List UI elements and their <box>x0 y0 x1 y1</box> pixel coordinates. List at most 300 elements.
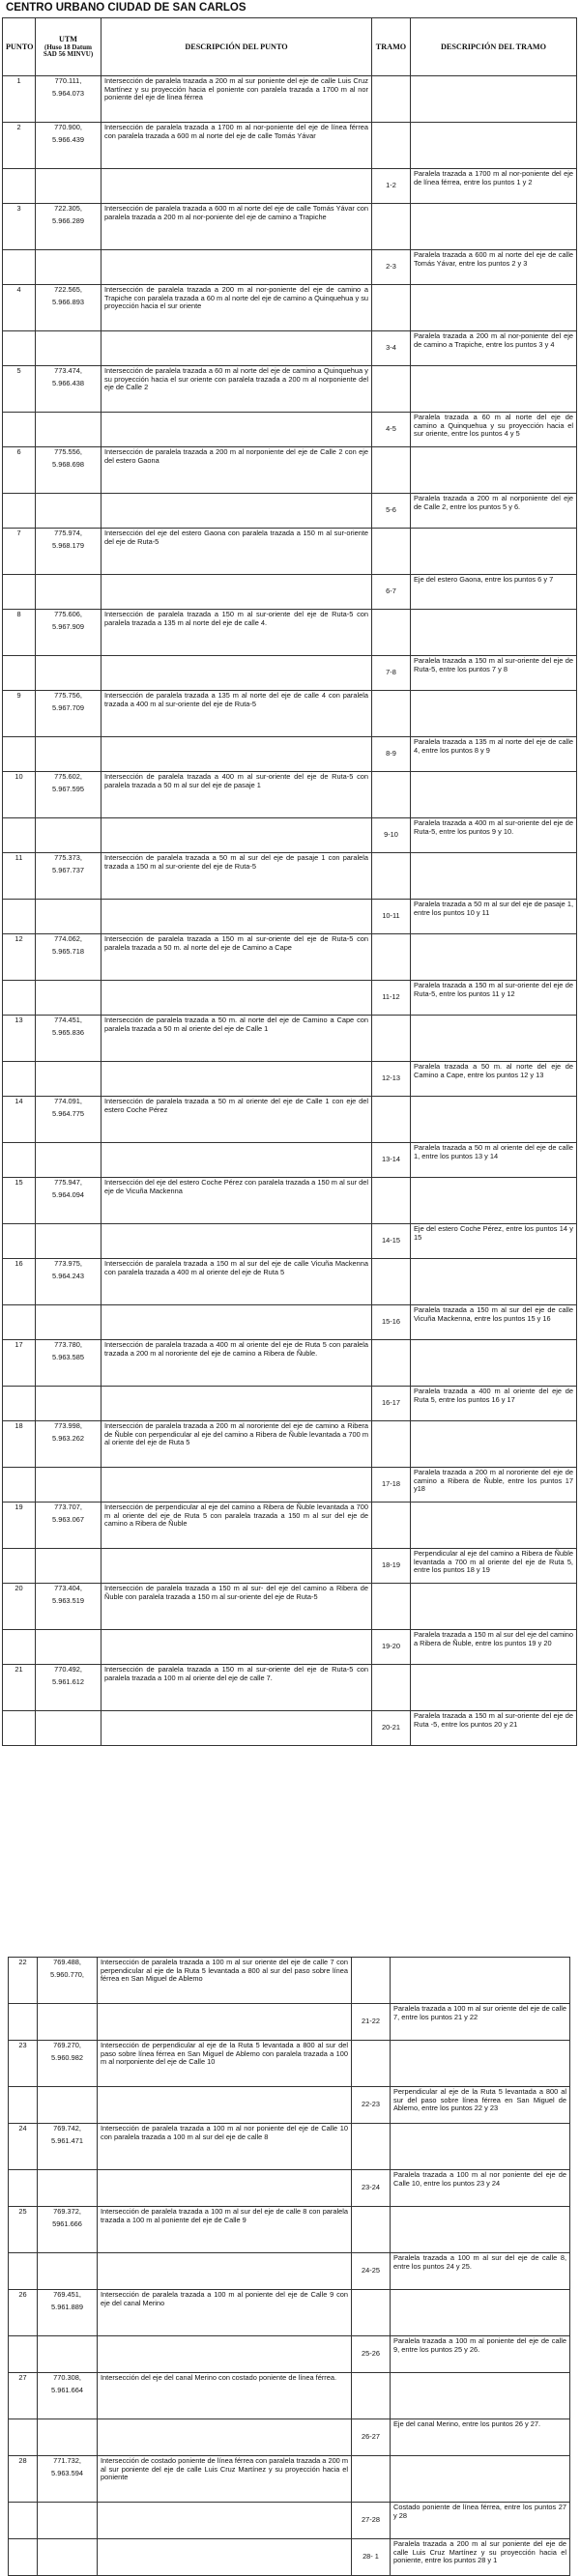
point-utm <box>38 2124 98 2170</box>
point-description-empty <box>102 331 372 366</box>
utm-northing: 5.961.612 <box>52 1676 84 1686</box>
utm-empty <box>36 250 102 285</box>
segment-description: Paralela trazada a 100 m al sur del eje de calle 8, entre los puntos 24 y 25. <box>391 2253 570 2290</box>
point-number: 17 <box>3 1340 36 1387</box>
point-description: Intersección de paralela trazada a 150 m al sur- del eje del camino a Ribera de Ñuble con paralela trazada a 150 m al sur-oriente del eje de Ruta-5 <box>102 1584 372 1630</box>
segment-empty <box>372 934 411 981</box>
point-row <box>3 1503 577 1549</box>
utm-northing: 5.964.243 <box>52 1271 84 1280</box>
point-empty <box>3 250 36 285</box>
utm-empty <box>36 818 102 853</box>
segment-id: 22-23 <box>352 2087 391 2124</box>
utm-empty <box>38 2170 98 2207</box>
utm-empty <box>36 331 102 366</box>
segment-description: Eje del canal Merino, entre los puntos 26 y 27. <box>391 2419 570 2456</box>
header-utm <box>36 18 102 76</box>
utm-empty <box>38 2253 98 2290</box>
segment-row <box>3 413 577 447</box>
point-description-empty <box>102 1711 372 1746</box>
point-utm <box>36 934 102 981</box>
point-number: 8 <box>3 610 36 656</box>
point-utm <box>38 2373 98 2419</box>
segment-row <box>3 656 577 691</box>
utm-easting: 775.556, <box>54 447 82 456</box>
segment-description: Paralela trazada a 600 m al norte del eje de calle Tomás Yávar, entre los puntos 2 y 3 <box>411 250 577 285</box>
point-description-empty <box>98 2170 352 2207</box>
point-description: Intersección de paralela trazada a 100 m al poniente del eje de Calle 9 con eje del canal Merino <box>98 2290 352 2336</box>
utm-empty <box>36 1305 102 1340</box>
point-empty <box>9 2539 38 2576</box>
utm-northing: 5.966.893 <box>52 297 84 306</box>
utm-northing: 5.967.595 <box>52 784 84 793</box>
point-utm <box>36 366 102 413</box>
segment-description-empty <box>411 366 577 413</box>
point-empty <box>9 2004 38 2041</box>
point-row <box>3 853 577 900</box>
segment-empty <box>372 1259 411 1305</box>
point-description: Intersección de paralela trazada a 50 m. al norte del eje de Camino a Cape con paralela trazada a 50 m al oriente del eje de Calle 1 <box>102 1016 372 1062</box>
point-empty <box>3 981 36 1016</box>
point-utm <box>36 285 102 331</box>
point-row <box>3 691 577 737</box>
utm-easting: 769.372, <box>53 2207 81 2216</box>
segment-row <box>3 1224 577 1259</box>
point-number: 6 <box>3 447 36 494</box>
segment-description: Paralela trazada a 100 m al poniente del eje de calle 9, entre los puntos 25 y 26. <box>391 2336 570 2373</box>
utm-northing: 5.966.439 <box>52 134 84 144</box>
segment-id: 11-12 <box>372 981 411 1016</box>
segment-description-empty <box>411 285 577 331</box>
segment-description: Paralela trazada a 100 m al nor poniente del eje de Calle 10, entre los puntos 23 y 24 <box>391 2170 570 2207</box>
utm-northing: 5.965.836 <box>52 1027 84 1037</box>
point-row <box>9 2456 570 2503</box>
utm-empty <box>38 2087 98 2124</box>
point-row <box>3 610 577 656</box>
segment-id: 14-15 <box>372 1224 411 1259</box>
utm-northing: 5.963.594 <box>51 2468 83 2477</box>
segment-description-empty <box>411 204 577 250</box>
utm-empty <box>36 494 102 529</box>
utm-easting: 773.707, <box>54 1503 82 1511</box>
utm-easting: 774.062, <box>54 934 82 943</box>
point-description: Intersección de paralela trazada a 200 m al sur poniente del eje de calle Luis Cruz Martínez y su proyección hacia el poniente con paralela trazada a 1700 m al nor poniente del eje de línea férrea <box>102 76 372 123</box>
segment-row <box>3 250 577 285</box>
utm-easting: 775.756, <box>54 691 82 700</box>
segment-description: Paralela trazada a 50 m al sur del eje de pasaje 1, entre los puntos 10 y 11 <box>411 900 577 934</box>
utm-empty <box>36 1224 102 1259</box>
utm-northing: 5.963.519 <box>52 1595 84 1605</box>
segment-description: Paralela trazada a 150 m al sur-oriente del eje de Ruta-5, entre los puntos 7 y 8 <box>411 656 577 691</box>
segment-empty <box>352 2207 391 2253</box>
segment-description: Paralela trazada a 100 m al sur oriente del eje de calle 7, entre los puntos 21 y 22 <box>391 2004 570 2041</box>
point-description-empty <box>102 818 372 853</box>
point-row <box>3 76 577 123</box>
segment-description-empty <box>411 123 577 169</box>
utm-northing: 5.961.664 <box>51 2385 83 2394</box>
segment-empty <box>372 123 411 169</box>
header-utm-datum: (Huso 18 Datum SAD 56 MINVU) <box>43 43 94 59</box>
point-utm <box>36 1259 102 1305</box>
point-row <box>3 1016 577 1062</box>
point-row <box>9 2290 570 2336</box>
point-number: 13 <box>3 1016 36 1062</box>
point-description-empty <box>102 737 372 772</box>
point-description-empty <box>102 1387 372 1421</box>
point-empty <box>3 656 36 691</box>
segment-description: Paralela trazada a 150 m al sur-oriente del eje de Ruta -5, entre los puntos 20 y 21 <box>411 1711 577 1746</box>
utm-northing: 5.967.909 <box>52 621 84 631</box>
point-row <box>3 1584 577 1630</box>
utm-easting: 773.975, <box>54 1259 82 1268</box>
utm-easting: 775.373, <box>54 853 82 862</box>
point-row <box>3 1097 577 1143</box>
utm-northing: 5.968.698 <box>52 459 84 469</box>
point-row <box>3 529 577 575</box>
segment-id: 24-25 <box>352 2253 391 2290</box>
point-description-empty <box>102 494 372 529</box>
segment-id: 18-19 <box>372 1549 411 1584</box>
utm-empty <box>36 981 102 1016</box>
utm-empty <box>36 1549 102 1584</box>
point-utm <box>36 1421 102 1468</box>
point-empty <box>3 1143 36 1178</box>
segment-row <box>9 2087 570 2124</box>
point-empty <box>3 575 36 610</box>
segment-id: 17-18 <box>372 1468 411 1503</box>
point-description-empty <box>102 1224 372 1259</box>
point-empty <box>3 494 36 529</box>
point-description-empty <box>102 981 372 1016</box>
utm-easting: 773.404, <box>54 1584 82 1592</box>
segment-description-empty <box>411 1340 577 1387</box>
segment-description: Paralela trazada a 150 m al sur-oriente del eje de Ruta-5, entre los puntos 11 y 12 <box>411 981 577 1016</box>
point-description: Intersección de perpendicular al eje del camino a Ribera de Ñuble levantada a 700 m al oriente del eje de Ruta 5 con paralela trazada a 150 m al sur del eje de camino a Ribera de Ñuble <box>102 1503 372 1549</box>
utm-northing: 5961.666 <box>52 2218 82 2228</box>
point-number: 27 <box>9 2373 38 2419</box>
point-description: Intersección de paralela trazada a 60 m al norte del eje de camino a Quinquehua y su proyección hacia el sur oriente con paralela trazada a 200 m al norponiente del eje de Calle 2 <box>102 366 372 413</box>
segment-description-empty <box>411 772 577 818</box>
point-row <box>3 772 577 818</box>
point-description: Intersección de paralela trazada a 135 m al norte del eje de calle 4 con paralela trazada a 400 m al sur-oriente del eje de Ruta-5 <box>102 691 372 737</box>
segment-id: 12-13 <box>372 1062 411 1097</box>
point-description: Intersección de costado poniente de línea férrea con paralela trazada a 200 m al sur poniente del eje de calle Luis Cruz Martínez y su proyección hacia el poniente <box>98 2456 352 2503</box>
segment-description: Paralela trazada a 200 m al norponiente del eje de Calle 2, entre los puntos 5 y 6. <box>411 494 577 529</box>
point-row <box>3 1421 577 1468</box>
point-utm <box>36 1665 102 1711</box>
segment-empty <box>372 853 411 900</box>
point-description-empty <box>102 1468 372 1503</box>
segment-row <box>3 900 577 934</box>
point-empty <box>9 2253 38 2290</box>
segment-id: 26-27 <box>352 2419 391 2456</box>
point-empty <box>3 1468 36 1503</box>
point-description-empty <box>102 900 372 934</box>
boundary-table-continued <box>8 1957 570 2576</box>
header-desc-tramo: DESCRIPCIÓN DEL TRAMO <box>411 18 577 76</box>
point-description: Intersección de paralela trazada a 400 m al sur-oriente del eje de Ruta-5 con paralela trazada a 50 m al sur del eje de pasaje 1 <box>102 772 372 818</box>
point-utm <box>36 1503 102 1549</box>
point-row <box>9 1958 570 2004</box>
point-number: 1 <box>3 76 36 123</box>
point-description-empty <box>102 575 372 610</box>
page-title: CENTRO URBANO CIUDAD DE SAN CARLOS <box>6 2 246 14</box>
segment-description-empty <box>391 2373 570 2419</box>
segment-description: Paralela trazada a 400 m al oriente del eje de Ruta 5, entre los puntos 16 y 17 <box>411 1387 577 1421</box>
point-row <box>3 285 577 331</box>
point-number: 10 <box>3 772 36 818</box>
segment-row <box>3 1143 577 1178</box>
point-row <box>3 447 577 494</box>
point-description: Intersección de paralela trazada a 200 m al norponiente del eje de Calle 2 con eje del estero Gaona <box>102 447 372 494</box>
segment-empty <box>372 1665 411 1711</box>
segment-id: 7-8 <box>372 656 411 691</box>
utm-empty <box>36 575 102 610</box>
segment-empty <box>352 1958 391 2004</box>
point-description-empty <box>98 2539 352 2576</box>
segment-id: 6-7 <box>372 575 411 610</box>
segment-empty <box>372 1584 411 1630</box>
utm-easting: 770.111, <box>54 76 82 85</box>
point-description: Intersección de paralela trazada a 200 m al nororiente del eje de camino a Ribera de Ñuble con perpendicular al eje del camino a Ribera de Ñuble levantada a 700 m al oriente del eje de Ruta 5 <box>102 1421 372 1468</box>
point-empty <box>9 2419 38 2456</box>
segment-id: 3-4 <box>372 331 411 366</box>
utm-northing: 5.963.067 <box>52 1514 84 1524</box>
point-number: 19 <box>3 1503 36 1549</box>
point-description-empty <box>102 656 372 691</box>
point-empty <box>9 2336 38 2373</box>
utm-easting: 774.451, <box>54 1016 82 1024</box>
segment-id: 8-9 <box>372 737 411 772</box>
point-description: Intersección de paralela trazada a 50 m al sur del eje de pasaje 1 con paralela trazada a 150 m al sur-oriente del eje de Ruta-5 <box>102 853 372 900</box>
point-number: 23 <box>9 2041 38 2087</box>
header-punto: PUNTO <box>3 18 36 76</box>
point-description: Intersección de paralela trazada a 100 m al nor poniente del eje de Calle 10 con paralela trazada a 100 m al sur del eje de calle 8 <box>98 2124 352 2170</box>
point-utm <box>36 691 102 737</box>
point-description-empty <box>98 2503 352 2539</box>
point-description-empty <box>98 2253 352 2290</box>
segment-row <box>9 2503 570 2539</box>
utm-easting: 769.270, <box>53 2041 81 2049</box>
point-description: Intersección de paralela trazada a 150 m al sur-oriente del eje de Ruta-5 con paralela trazada a 100 m al oriente del eje de calle 7. <box>102 1665 372 1711</box>
utm-easting: 775.947, <box>54 1178 82 1187</box>
point-description: Intersección de paralela trazada a 150 m al sur-oriente del eje de Ruta-5 con paralela trazada a 135 m al norte del eje de calle 4. <box>102 610 372 656</box>
point-utm <box>36 447 102 494</box>
segment-empty <box>372 76 411 123</box>
utm-northing: 5.965.718 <box>52 946 84 956</box>
point-number: 11 <box>3 853 36 900</box>
utm-empty <box>36 413 102 447</box>
segment-row <box>3 737 577 772</box>
utm-easting: 774.091, <box>54 1097 82 1105</box>
segment-description: Paralela trazada a 50 m al oriente del eje de calle 1, entre los puntos 13 y 14 <box>411 1143 577 1178</box>
segment-description: Eje del estero Coche Pérez, entre los puntos 14 y 15 <box>411 1224 577 1259</box>
point-number: 21 <box>3 1665 36 1711</box>
point-empty <box>3 1387 36 1421</box>
segment-description-empty <box>411 934 577 981</box>
segment-description-empty <box>391 2207 570 2253</box>
point-number: 15 <box>3 1178 36 1224</box>
point-row <box>9 2124 570 2170</box>
point-description-empty <box>98 2419 352 2456</box>
point-row <box>3 934 577 981</box>
utm-empty <box>36 1143 102 1178</box>
segment-description: Perpendicular al eje de la Ruta 5 levantada a 800 al sur del paso sobre línea férrea en San Miguel de Ablemo, entre los puntos 22 y 23 <box>391 2087 570 2124</box>
utm-empty <box>36 900 102 934</box>
segment-description-empty <box>391 2290 570 2336</box>
segment-row <box>9 2336 570 2373</box>
segment-description-empty <box>391 2124 570 2170</box>
point-empty <box>9 2087 38 2124</box>
point-utm <box>36 123 102 169</box>
segment-description-empty <box>411 610 577 656</box>
segment-id: 9-10 <box>372 818 411 853</box>
utm-northing: 5.960.982 <box>51 2052 83 2062</box>
point-description: Intersección de paralela trazada a 50 m al oriente del eje de Calle 1 con eje del estero Coche Pérez <box>102 1097 372 1143</box>
point-empty <box>3 331 36 366</box>
utm-northing: 5.966.289 <box>52 215 84 225</box>
utm-northing: 5.960.770, <box>50 1969 84 1979</box>
segment-description-empty <box>411 1421 577 1468</box>
segment-empty <box>372 691 411 737</box>
segment-description-empty <box>411 691 577 737</box>
utm-empty <box>36 1711 102 1746</box>
point-number: 18 <box>3 1421 36 1468</box>
utm-easting: 770.492, <box>54 1665 82 1674</box>
point-description: Intersección de perpendicular al eje de la Ruta 5 levantada a 800 al sur del paso sobre línea férrea en San Miguel de Ablemo con paralela trazada a 100 m al norponiente del eje de Calle 10 <box>98 2041 352 2087</box>
point-description-empty <box>102 250 372 285</box>
segment-empty <box>372 529 411 575</box>
point-description: Intersección de paralela trazada a 200 m al nor-poniente del eje de camino a Trapiche con paralela trazada a 60 m al norte del eje de camino a Quinquehua y su proyección hacia el sur oriente <box>102 285 372 331</box>
utm-easting: 773.474, <box>54 366 82 375</box>
utm-empty <box>36 1387 102 1421</box>
segment-empty <box>352 2456 391 2503</box>
point-number: 9 <box>3 691 36 737</box>
point-number: 26 <box>9 2290 38 2336</box>
point-description: Intersección de paralela trazada a 100 m al sur oriente del eje de calle 7 con perpendicular al eje de la Ruta 5 levantada a 800 al sur del paso sobre línea férrea en San Miguel de Ablemo <box>98 1958 352 2004</box>
point-description: Intersección del eje del canal Merino con costado poniente de línea férrea. <box>98 2373 352 2419</box>
utm-empty <box>36 737 102 772</box>
utm-northing: 5.964.094 <box>52 1189 84 1199</box>
segment-empty <box>372 204 411 250</box>
point-empty <box>3 900 36 934</box>
segment-row <box>3 1387 577 1421</box>
point-utm <box>38 1958 98 2004</box>
point-description-empty <box>98 2336 352 2373</box>
point-number: 2 <box>3 123 36 169</box>
point-description: Intersección del eje del estero Gaona con paralela trazada a 150 m al sur-oriente del eje de Ruta-5 <box>102 529 372 575</box>
point-empty <box>3 1224 36 1259</box>
segment-description: Paralela trazada a 50 m. al norte del eje de Camino a Cape, entre los puntos 12 y 13 <box>411 1062 577 1097</box>
utm-easting: 769.488, <box>53 1958 81 1966</box>
utm-empty <box>38 2336 98 2373</box>
utm-easting: 770.308, <box>53 2373 81 2382</box>
utm-easting: 775.606, <box>54 610 82 618</box>
point-row <box>3 1665 577 1711</box>
segment-row <box>3 1549 577 1584</box>
segment-row <box>3 1062 577 1097</box>
point-description-empty <box>102 1630 372 1665</box>
segment-row <box>3 331 577 366</box>
point-utm <box>36 1097 102 1143</box>
segment-row <box>3 981 577 1016</box>
point-description: Intersección de paralela trazada a 150 m al sur-oriente del eje de Ruta-5 con paralela trazada a 50 m. al norte del eje de Camino a Cape <box>102 934 372 981</box>
segment-empty <box>352 2290 391 2336</box>
segment-id: 25-26 <box>352 2336 391 2373</box>
segment-empty <box>352 2124 391 2170</box>
utm-northing: 5.961.471 <box>51 2135 83 2145</box>
segment-row <box>9 2004 570 2041</box>
segment-empty <box>372 447 411 494</box>
point-number: 20 <box>3 1584 36 1630</box>
segment-description: Perpendicular al eje del camino a Ribera de Ñuble levantada a 700 m al oriente del eje de Ruta 5, entre los puntos 18 y 19 <box>411 1549 577 1584</box>
header-utm-label: UTM <box>58 34 78 43</box>
point-empty <box>3 1549 36 1584</box>
utm-empty <box>36 1062 102 1097</box>
utm-easting: 775.602, <box>54 772 82 781</box>
segment-description-empty <box>411 1259 577 1305</box>
boundary-table <box>2 17 577 1746</box>
point-empty <box>3 818 36 853</box>
utm-northing: 5.964.775 <box>52 1108 84 1118</box>
point-row <box>3 123 577 169</box>
point-description: Intersección de paralela trazada a 400 m al oriente del eje de Ruta 5 con paralela trazada a 200 m al nororiente del eje de camino a Ribera de Ñuble. <box>102 1340 372 1387</box>
point-utm <box>36 1340 102 1387</box>
header-tramo: TRAMO <box>372 18 411 76</box>
point-description-empty <box>98 2087 352 2124</box>
segment-id: 10-11 <box>372 900 411 934</box>
segment-empty <box>372 1421 411 1468</box>
segment-row <box>9 2170 570 2207</box>
point-empty <box>3 413 36 447</box>
segment-row <box>3 1305 577 1340</box>
segment-id: 13-14 <box>372 1143 411 1178</box>
segment-empty <box>372 1340 411 1387</box>
table-body-continued <box>9 1958 570 2576</box>
point-number: 12 <box>3 934 36 981</box>
utm-easting: 773.780, <box>54 1340 82 1349</box>
point-row <box>9 2207 570 2253</box>
segment-row <box>3 575 577 610</box>
segment-empty <box>372 1016 411 1062</box>
point-number: 5 <box>3 366 36 413</box>
point-description: Intersección del eje del estero Coche Pérez con paralela trazada a 150 m al sur del eje de Vicuña Mackenna <box>102 1178 372 1224</box>
point-utm <box>38 2456 98 2503</box>
point-number: 3 <box>3 204 36 250</box>
point-utm <box>36 76 102 123</box>
segment-description: Paralela trazada a 200 m al nororiente del eje de camino a Ribera de Ñuble, entre los puntos 17 y18 <box>411 1468 577 1503</box>
point-description: Intersección de paralela trazada a 100 m al sur del eje de calle 8 con paralela trazada a 100 m al poniente del eje de Calle 9 <box>98 2207 352 2253</box>
point-description-empty <box>102 413 372 447</box>
point-empty <box>3 169 36 204</box>
utm-empty <box>36 1630 102 1665</box>
segment-description-empty <box>391 1958 570 2004</box>
point-utm <box>36 1584 102 1630</box>
segment-description-empty <box>411 1016 577 1062</box>
point-utm <box>36 853 102 900</box>
utm-easting: 769.742, <box>53 2124 81 2132</box>
utm-northing: 5.963.585 <box>52 1352 84 1361</box>
segment-row <box>3 1630 577 1665</box>
utm-northing: 5.966.438 <box>52 378 84 387</box>
point-description-empty <box>98 2004 352 2041</box>
point-row <box>9 2041 570 2087</box>
point-number: 22 <box>9 1958 38 2004</box>
point-row <box>3 1340 577 1387</box>
segment-description: Paralela trazada a 60 m al norte del eje de camino a Quinquehua y su proyección hacia el sur oriente, entre los puntos 4 y 5 <box>411 413 577 447</box>
point-row <box>3 366 577 413</box>
segment-empty <box>372 1178 411 1224</box>
segment-row <box>3 1711 577 1746</box>
